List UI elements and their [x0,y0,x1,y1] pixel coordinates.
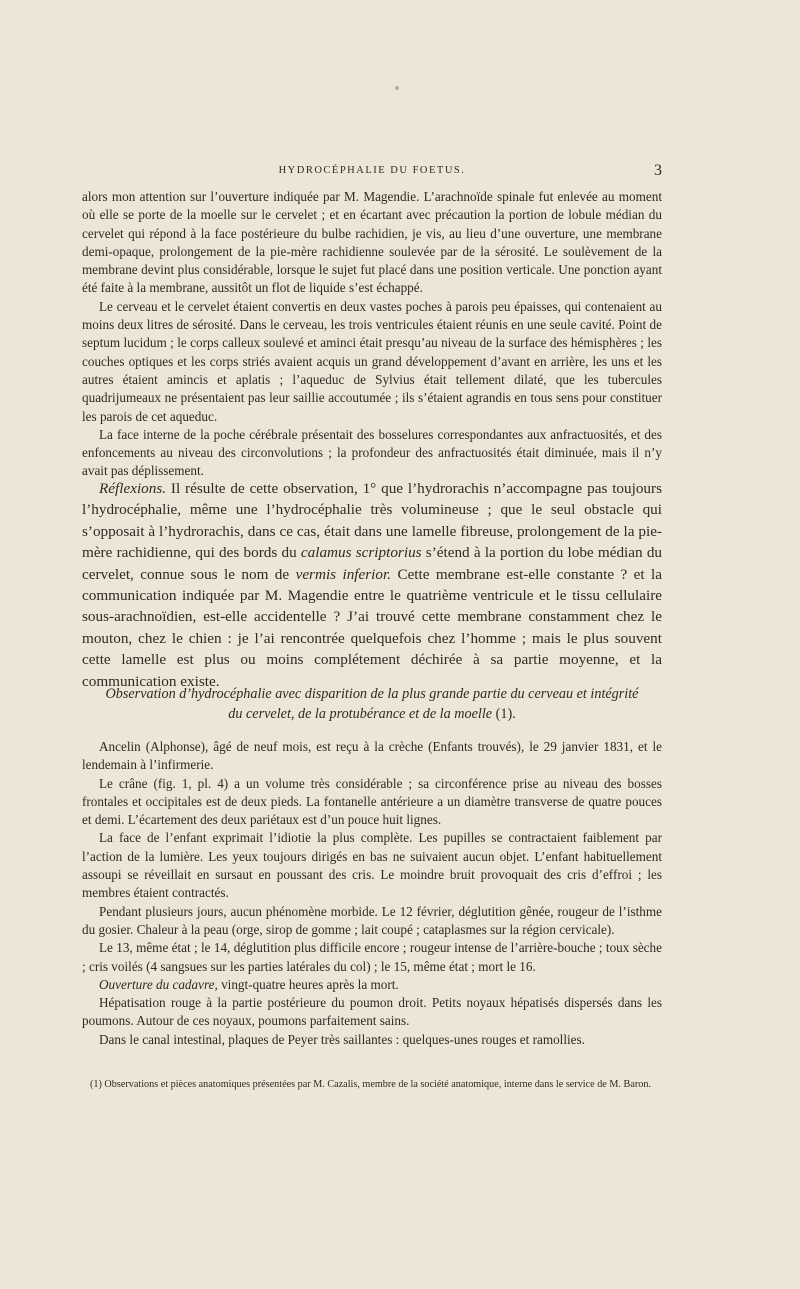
reflexions-text: Il résulte de cette observation, 1° que l’hydrorachis n’accompagne pas toujours l’hydrocéphalie, même une l’hydrocéphalie très volumineuse ; que le seul obstacle qui s’opposait à l’hydrorachis, dans ce cas, était dans une lamelle fibreuse, prolongement de la pie-mère rachidienne, qui des bords du [82,480,662,562]
reflexions-section [82,478,662,692]
paragraph: Hépatisation rouge à la partie postérieure du poumon droit. Petits noyaux hépatisés dispersés dans les poumons. Autour de ces noyaux, poumons parfaitement sains. [82,995,662,1029]
paper-speck [395,86,399,90]
paragraph: Le crâne (fig. 1, pl. 4) a un volume très considérable ; sa circonférence prise au niveau des bosses frontales et occipitales est de deux pieds. La fontanelle antérieure a un diamètre transverse de quatre pouces et demi. L’écartement des deux pariétaux est d’un pouce huit lignes. [82,775,662,828]
paragraph: La face de l’enfant exprimait l’idiotie la plus complète. Les pupilles se contractaient faiblement par l’action de la lumière. Les yeux toujours dirigés en bas ne suivaient aucun objet. L’enfant habituellement assoupi se réveillait en sursaut en poussant des cris. Le moindre bruit provoquait des cris d’effroi ; les membres étaient contractés. [82,830,662,901]
running-title: HYDROCÉPHALIE DU FOETUS. [278,165,466,176]
observation-title-line: Observation d’hydrocéphalie avec disparition de la plus grande partie du cerveau et intégrité [105,686,639,702]
page-header [82,162,662,182]
latin-term: vermis inferior. [295,565,392,583]
reflexions-label: Réflexions. [99,480,167,497]
case-section [82,738,662,1049]
autopsy-label: Ouverture du cadavre, [99,976,218,992]
autopsy-text: vingt-quatre heures après la mort. [217,976,399,992]
paragraph: alors mon attention sur l’ouverture indiquée par M. Magendie. L’arachnoïde spinale fut enlevée au moment où elle se porte de la moelle sur le cervelet ; et en écartant avec précaution la portion de lobule médian du cervelet qui répond à la face postérieure du bulbe rachidien, je vis, au lieu d’une ouverture, une membrane demi-opaque, prolongement de la pie-mère rachidienne soulevée par de la sérosité. Le soulèvement de la membrane devint plus considérable, lorsque le sujet fut placé dans une position verticale. Une ponction ayant été faite à la membrane, aussitôt un flot de liquide s’est échappé. [82,189,662,296]
intro-section [82,188,662,481]
paragraph: Ancelin (Alphonse), âgé de neuf mois, est reçu à la crèche (Enfants trouvés), le 29 janvier 1831, et le lendemain à l’infirmerie. [82,739,662,773]
paragraph: La face interne de la poche cérébrale présentait des bosselures correspondantes aux anfractuosités, et des enfoncements au niveau des circonvolutions ; la profondeur des anfractuosités était diminuée, mais il n’y avait pas déplissement. [82,426,662,479]
autopsy-heading [82,976,662,994]
footnote-text: (1) Observations et pièces anatomiques présentées par M. Cazalis, membre de la société anatomique, interne dans le service de M. Baron. [90,1079,651,1090]
paragraph: Le 13, même état ; le 14, déglutition plus difficile encore ; rougeur intense de l’arrière-bouche ; toux sèche ; cris voilés (4 sangsues sur les parties latérales du col) ; le 15, même état ; mort le 16. [82,940,662,974]
footnote-ref: (1). [492,706,516,722]
latin-term: calamus scriptorius [300,544,422,562]
page-number: 3 [654,162,662,179]
paragraph: Pendant plusieurs jours, aucun phénomène morbide. Le 12 février, déglutition gênée, rougeur de l’isthme du gosier. Chaleur à la peau (orge, sirop de gomme ; lait coupé ; cataplasmes sur la région cervicale). [82,903,662,937]
footnote [82,1078,662,1092]
observation-title [82,684,662,724]
paragraph: Dans le canal intestinal, plaques de Peyer très saillantes : quelques-unes rouges et ramollies. [99,1031,585,1047]
reflexions-text: s’étend à la portion du lobe médian du cervelet, connue sous le nom de [82,544,663,583]
paragraph: Le cerveau et le cervelet étaient convertis en deux vastes poches à parois peu épaisses, qui contenaient au moins deux litres de sérosité. Dans le cerveau, les trois ventricules étaient réunis en une seule cavité. Point de septum lucidum ; le corps calleux soulevé et aminci était presqu’au niveau de la surface des hémisphères ; les couches optiques et les corps striés avaient acquis un grand développement d’avant en arrière, les uns et les autres étaient amincis et aplatis ; l’aqueduc de Sylvius était tellement dilaté, que les tubercules quadrijumeaux ne présentaient pas leur saillie accoutumée ; ils s’étaient agrandis en tous sens pour constituer les parois de cet aqueduc. [82,298,662,424]
reflexions-text: Cette membrane est-elle constante ? et la communication indiquée par M. Magendie entre le quatrième ventricule et le tissu cellulaire sous-arachnoïdien, est-elle accidentelle ? J’ai trouvé cette membrane constamment chez le mouton, chez le chien : je l’ai rencontrée quelquefois chez l’homme ; mais le plus souvent cette lamelle est plus ou moins complétement déchirée à sa partie moyenne, et la communication existe. [82,565,663,690]
reflexions-paragraph [82,478,662,692]
observation-title-line: du cervelet, de la protubérance et de la moelle (1). [228,706,516,722]
